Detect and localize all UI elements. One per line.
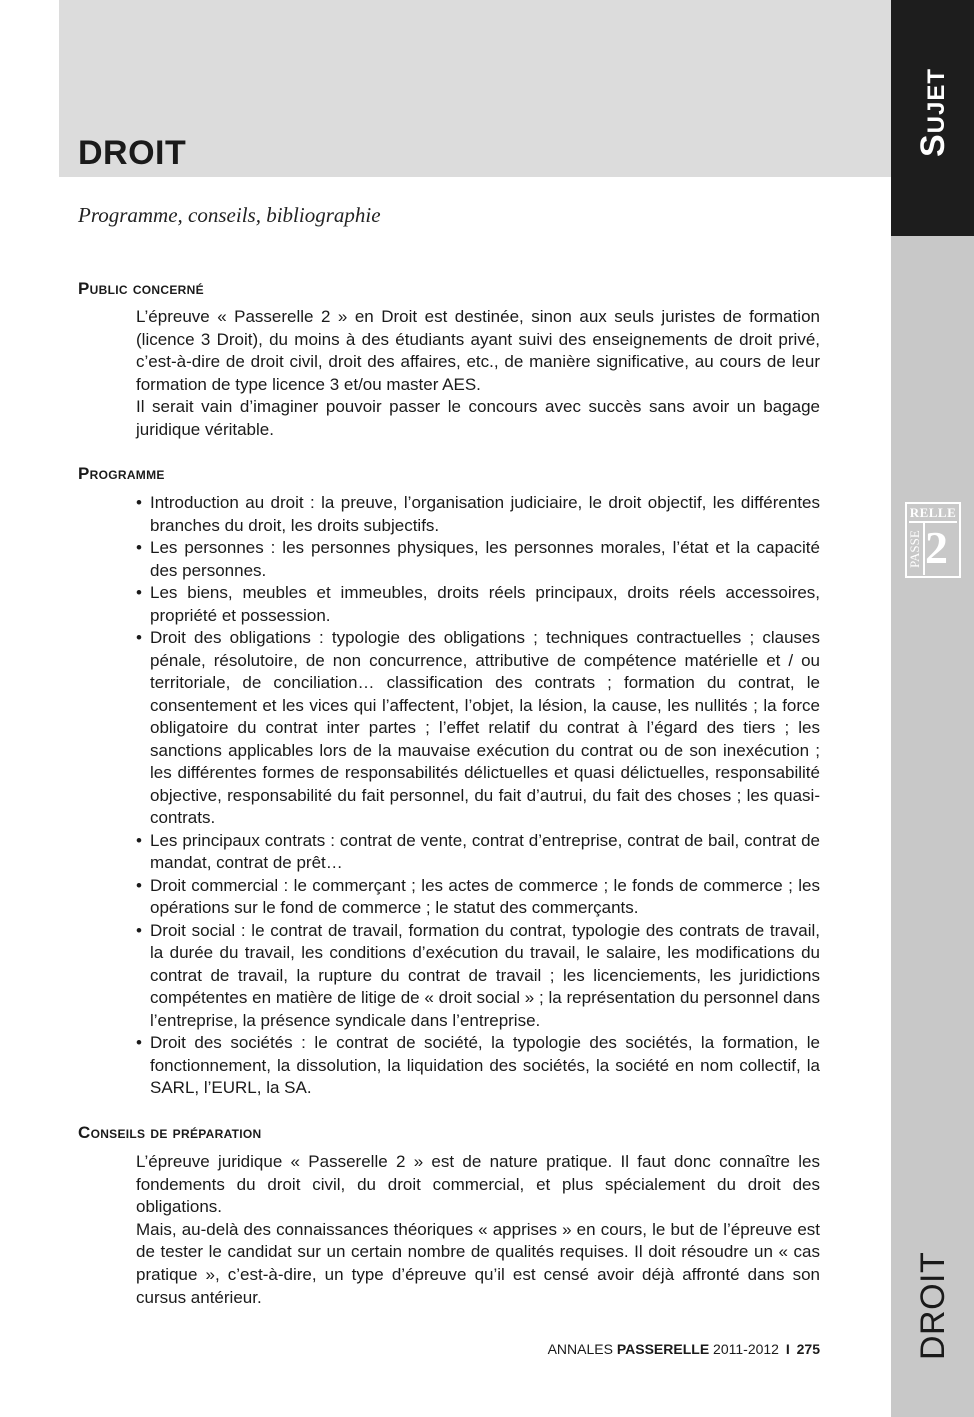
page-footer: [520, 1341, 820, 1357]
paragraph: Mais, au-delà des connaissances théoriques « apprises » en cours, le but de l’épreuve est de tester le candidat sur un certain nombre de qualités requises. Il doit résoudre un « cas pratique », c’est-à-dire, un type d’épreuve qu’il est censé avoir déjà affronté dans son cursus antérieur.: [136, 1219, 820, 1307]
logo-number: 2: [925, 522, 948, 573]
list-item: • Les principaux contrats : contrat de vente, contrat d’entreprise, contrat de bail, contrat de mandat, contrat de prêt…: [136, 830, 820, 872]
footer-years: 2011-2012: [713, 1341, 779, 1357]
footer-brand: PASSERELLE: [616, 1341, 710, 1357]
page-title: DROIT: [78, 134, 187, 172]
page-subtitle: Programme, conseils, bibliographie: [78, 203, 381, 227]
list-item: • Droit des sociétés : le contrat de société, la typologie des sociétés, la formation, le fonctionnement, la dissolution, la liquidation des sociétés, la société en nom collectif, la SARL, l’EURL, la SA.: [136, 1033, 820, 1097]
sidebar-tab-label: Sujet: [914, 68, 952, 158]
list-item: • Les personnes : les personnes physiques, les personnes morales, l’état et la capacité des personnes.: [136, 538, 820, 580]
section-title-programme: Programme: [78, 464, 165, 483]
passerelle-logo: [905, 502, 961, 578]
list-item: • Droit des obligations : typologie des obligations ; techniques contractuelles ; clauses pénale, résolutoire, de non concurrence, attributive de compétence matérielle et / ou territoriale, de conciliation… classification des contrats ; formation du contrat, le consentement et les vices qui l’affectent, l’objet, la lésion, la cause, les nullités ; la force obligatoire du contrat inter partes ; l’effet relatif du contrat à l’égard des tiers ; les sanctions applicables lors de la mauvaise exécution du contrat ou de son inexécution ; les différentes formes de responsabilités délictuelles et quasi délictuelles, responsabilité objective, responsabilité du fait personnel, du fait d’autrui, du fait des choses ; les quasi-contrats.: [136, 628, 820, 827]
list-item: • Droit commercial : le commerçant ; les actes de commerce ; le fonds de commerce ; les opérations sur le fond de commerce ; le statut des commerçants.: [136, 875, 820, 917]
logo-text-passe: PASSE: [907, 523, 925, 575]
paragraph: L’épreuve « Passerelle 2 » en Droit est destinée, sinon aux seuls juristes de formation (licence 3 Droit), du moins à des étudiants ayant suivi des enseignements de droit privé, c’est-à-dire de droit civil, droit des affaires, etc., de manière significative, au cours de leur formation de type licence 3 et/ou master AES.: [136, 307, 820, 394]
list-item: • Les biens, meubles et immeubles, droits réels principaux, droits réels accessoires, propriété et possession.: [136, 583, 820, 625]
sidebar-tab: [891, 0, 974, 236]
page-number: 275: [796, 1341, 820, 1357]
section-body-conseils: [136, 1151, 820, 1309]
footer-prefix: ANNALES: [547, 1341, 613, 1357]
paragraph: Il serait vain d’imaginer pouvoir passer le concours avec succès sans avoir un bagage juridique véritable.: [136, 397, 820, 439]
list-item: • Droit social : le contrat de travail, formation du contrat, typologie des contrats de travail, la durée du travail, les conditions d’exécution du travail, le salaire, les modifications du contrat de travail, la rupture du contrat de travail ; les licenciements, les juridictions compétentes en matière de litige de « droit social » ; la représentation du personnel dans l’entreprise, la présence syndicale dans l’entreprise.: [136, 920, 820, 1030]
logo-text-relle: RELLE: [909, 504, 957, 523]
list-item: • Introduction au droit : la preuve, l’organisation judiciaire, le droit objectif, les différentes branches du droit, les droits subjectifs.: [136, 493, 820, 535]
programme-list: [136, 492, 820, 1100]
section-body-public: [136, 306, 820, 442]
sidebar: [891, 0, 974, 1417]
sidebar-subject-label: DROIT: [914, 1251, 952, 1360]
paragraph: L’épreuve juridique « Passerelle 2 » est de nature pratique. Il faut donc connaître les fondements du droit civil, du droit commercial, et plus spécialement du droit des obligations.: [136, 1152, 820, 1217]
section-title-conseils: Conseils de préparation: [78, 1123, 262, 1142]
footer-separator: I: [785, 1341, 790, 1357]
section-title-public: Public concerné: [78, 279, 204, 298]
